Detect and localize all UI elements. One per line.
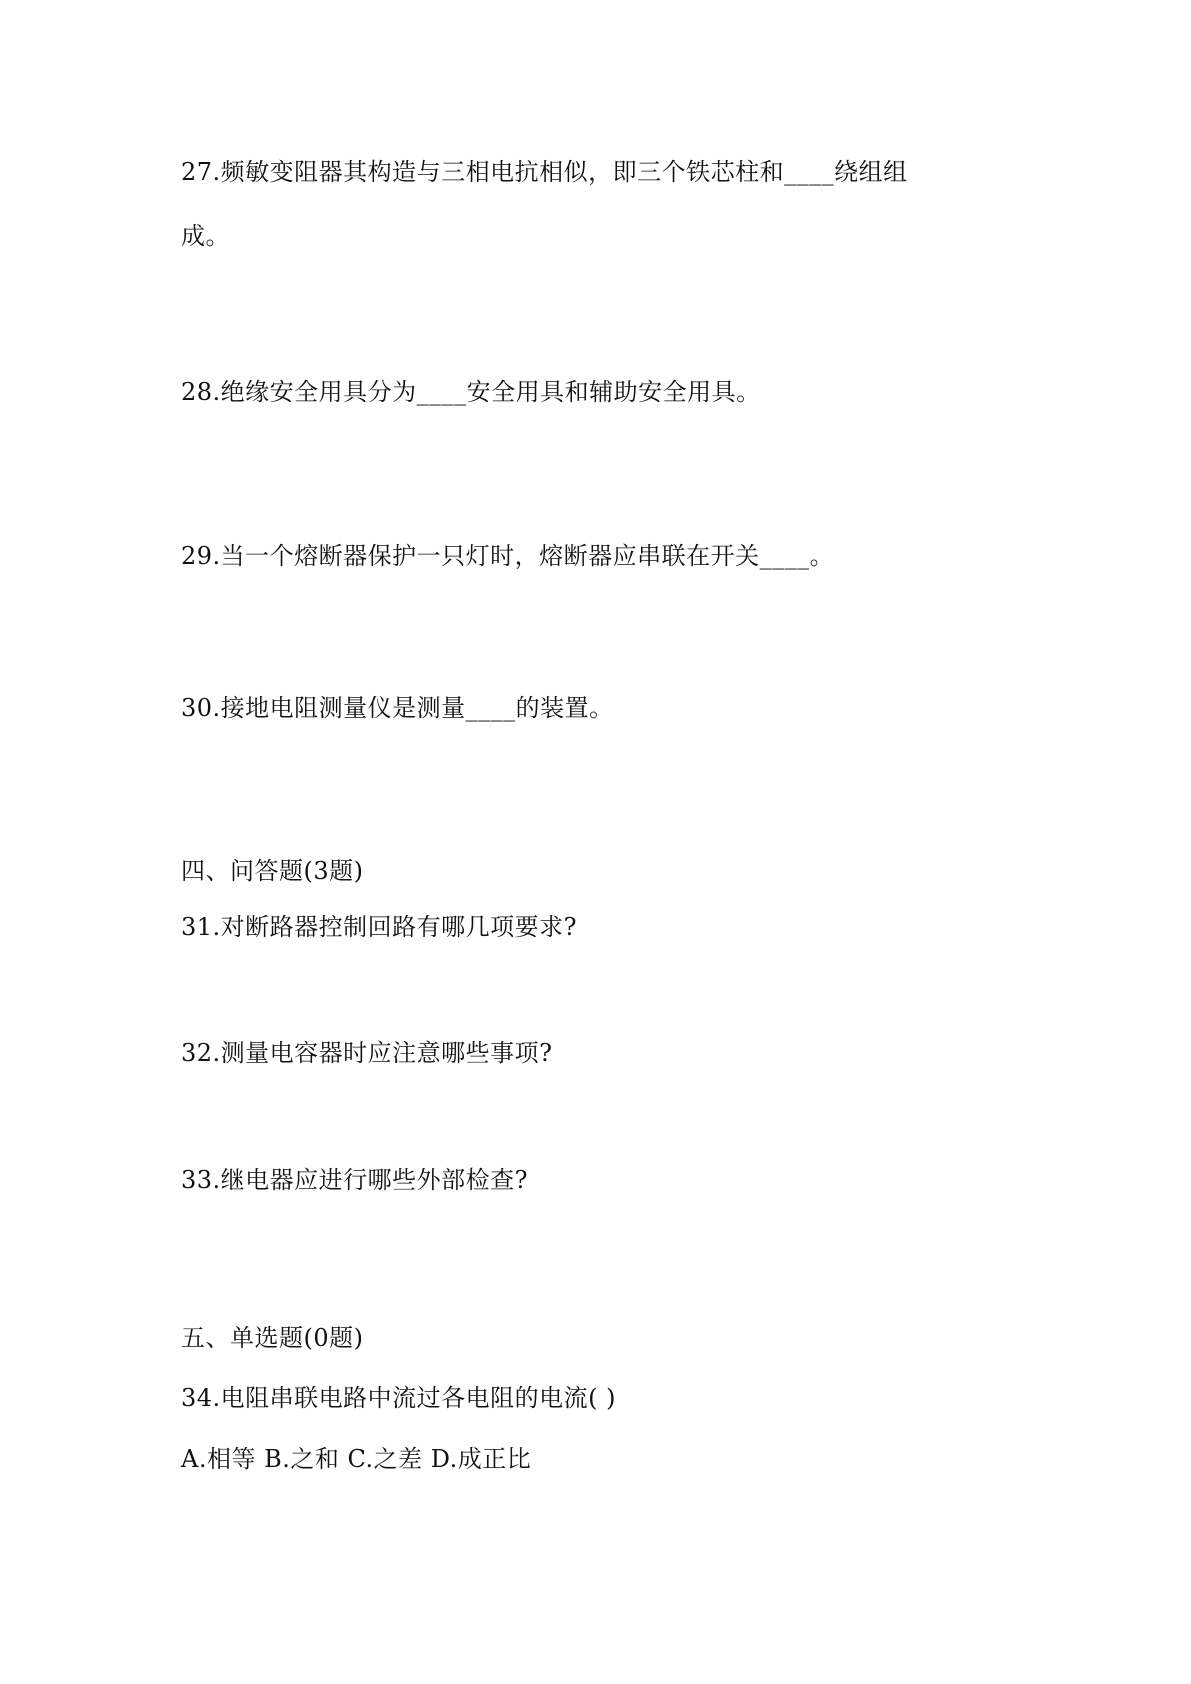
section-5-heading: 五、单选题(0题) [181,1324,364,1352]
question-28: 28.绝缘安全用具分为____安全用具和辅助安全用具。 [181,378,761,406]
question-27-line-1: 27.频敏变阻器其构造与三相电抗相似，即三个铁芯柱和____绕组组 [181,158,908,186]
question-27-line-2: 成。 [181,222,230,250]
question-34-options: A.相等 B.之和 C.之差 D.成正比 [181,1445,532,1473]
question-34: 34.电阻串联电路中流过各电阻的电流( ) [181,1384,617,1412]
question-29: 29.当一个熔断器保护一只灯时，熔断器应串联在开关____。 [181,542,835,570]
question-32: 32.测量电容器时应注意哪些事项? [181,1039,553,1067]
question-30: 30.接地电阻测量仪是测量____的装置。 [181,694,614,722]
section-4-heading: 四、问答题(3题) [181,857,364,885]
question-31: 31.对断路器控制回路有哪几项要求? [181,913,578,941]
question-33: 33.继电器应进行哪些外部检查? [181,1166,529,1194]
